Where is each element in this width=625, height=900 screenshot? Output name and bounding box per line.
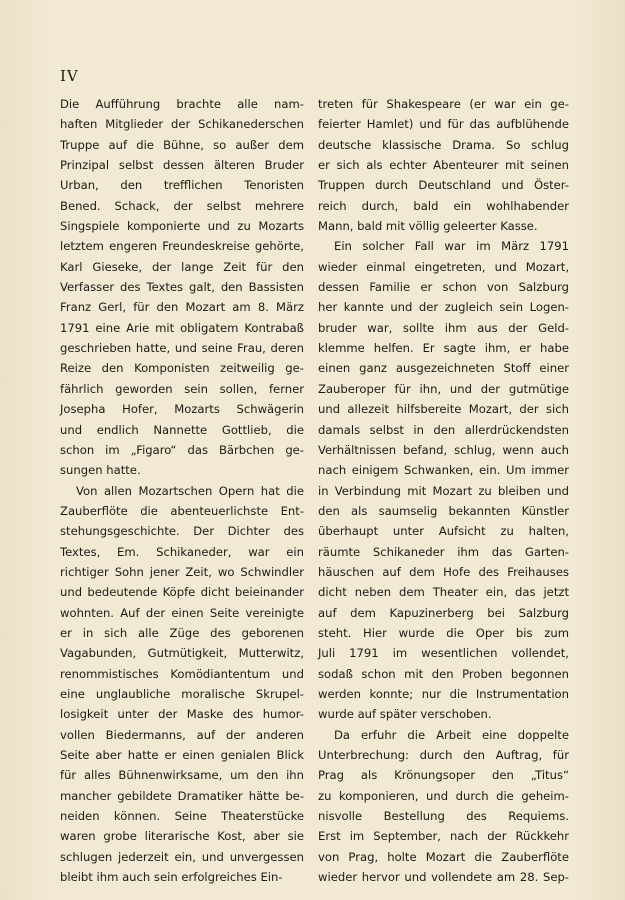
text-line: wohnten. Auf der einen Seite vereinigte <box>60 605 304 620</box>
text-line: Vagabunden, Gutmütigkeit, Mutterwitz, <box>60 646 304 661</box>
text-line: renommistisches Komödiantentum und <box>60 666 304 681</box>
text-line: deutsche klassische Drama. So schlug <box>318 137 569 152</box>
text-line: schon im „Figaro“ das Bärbchen ge- <box>60 442 304 457</box>
text-line: dessen Familie er schon von Salzburg <box>318 280 569 295</box>
text-line: räumte Schikaneder ihm das Garten- <box>318 544 569 559</box>
text-line: feierter Hamlet) und für das aufblühende <box>318 117 569 132</box>
text-line: fährlich geworden sein sollen, ferner <box>60 381 304 396</box>
text-line: Karl Gieseke, der lange Zeit für den <box>60 259 304 274</box>
text-line: Juli 1791 im wesentlichen vollendet, <box>318 646 569 661</box>
text-line: häuschen auf dem Hofe des Freihauses <box>318 564 569 579</box>
text-line: er in sich alle Züge des geborenen <box>60 625 304 640</box>
text-line: neiden können. Seine Theaterstücke <box>60 809 304 824</box>
text-line: Truppe auf die Bühne, so außer dem <box>60 137 304 152</box>
text-line: in Verbindung mit Mozart zu bleiben und <box>318 483 569 498</box>
text-line: und bedeutende Köpfe dicht beieinander <box>60 585 304 600</box>
text-column-left <box>60 94 304 887</box>
text-line: wieder einmal eingetreten, und Mozart, <box>318 259 569 274</box>
text-column-right <box>318 94 569 887</box>
text-line: letztem engeren Freundeskreise gehörte, <box>60 239 304 254</box>
text-line: Von allen Mozartschen Opern hat die <box>76 483 304 498</box>
text-line: Seite aber hatte er einen genialen Blick <box>60 748 304 762</box>
text-line: bleibt ihm auch sein erfolgreiches Ein- <box>60 870 283 885</box>
text-line: waren grobe literarische Kost, aber sie <box>60 829 304 844</box>
text-line: Singspiele komponierte und zu Mozarts <box>60 219 304 234</box>
text-line: Josepha Hofer, Mozarts Schwägerin <box>60 402 304 417</box>
text-line: stehungsgeschichte. Der Dichter des <box>60 524 304 539</box>
text-line: nisvolle Bestellung des Requiems. <box>318 809 569 824</box>
text-line: Zauberoper für ihn, und der gutmütige <box>318 381 569 396</box>
text-line: damals selbst in den allerdrückendsten <box>318 422 569 437</box>
text-line: haften Mitglieder der Schikanederschen <box>60 117 304 132</box>
text-line: Verfasser des Textes galt, den Bassisten <box>60 280 304 295</box>
text-line: von Prag, holte Mozart die Zauberflöte <box>318 849 569 864</box>
text-line: für alles Bühnenwirksame, um den ihn <box>60 768 304 783</box>
text-line: Prinzipal selbst dessen älteren Bruder <box>60 158 304 173</box>
text-line: Reize den Komponisten zeitweilig ge- <box>60 361 304 376</box>
text-line: Ein solcher Fall war im März 1791 <box>334 239 569 254</box>
text-line: einen ganz ausgezeichneten Stoff einer <box>318 361 569 376</box>
text-line: Textes, Em. Schikaneder, war ein <box>60 544 304 559</box>
text-line: eine unglaubliche moralische Skrupel- <box>60 686 304 701</box>
text-line: geschrieben hatte, und seine Frau, deren <box>60 341 304 356</box>
text-line: Urban, den trefflichen Tenoristen <box>60 178 304 193</box>
text-line: sodaß schon mit den Proben begonnen <box>318 666 569 681</box>
text-line: her kannte und der zugleich sein Logen- <box>318 300 569 315</box>
text-line: Bened. Schack, der selbst mehrere <box>60 198 304 213</box>
text-line: losigkeit unter der Maske des humor- <box>60 707 304 722</box>
text-line: treten für Shakespeare (er war ein ge- <box>318 97 569 111</box>
text-line: wieder hervor und vollendete am 28. Sep- <box>318 870 569 885</box>
text-line: richtiger Sohn jener Zeit, wo Schwindler <box>60 564 304 579</box>
text-line: den als saumselig bekannten Künstler <box>318 503 569 518</box>
text-line: nach einigem Schwanken, ein. Um immer <box>318 463 569 478</box>
text-line: schlugen jederzeit ein, und unvergessen <box>60 849 304 864</box>
text-line: steht. Hier wurde die Oper bis zum <box>318 625 569 640</box>
text-line: mancher gebildete Dramatiker hätte be- <box>60 788 304 803</box>
text-line: auf dem Kapuzinerberg bei Salzburg <box>318 605 569 620</box>
text-line: Da erfuhr die Arbeit eine doppelte <box>334 727 569 742</box>
text-line: Erst im September, nach der Rückkehr <box>318 829 569 844</box>
text-line: sungen hatte. <box>60 463 141 478</box>
text-line: Mann, bald mit völlig geleerter Kasse. <box>318 219 538 234</box>
text-line: Zauberflöte die abenteuerlichste Ent- <box>60 503 304 518</box>
text-line: wurde auf später verschoben. <box>318 707 492 722</box>
text-line: und endlich Nannette Gottlieb, die <box>60 422 304 437</box>
text-line: reich durch, bald ein wohlhabender <box>318 198 569 213</box>
text-line: dicht neben dem Theater ein, das jetzt <box>318 585 569 600</box>
text-line: Truppen durch Deutschland und Öster- <box>318 178 569 193</box>
text-line: Franz Gerl, für den Mozart am 8. März <box>60 300 304 315</box>
text-line: zu komponieren, und durch die geheim- <box>318 788 569 803</box>
text-line: werden konnte; nur die Instrumentation <box>318 686 569 701</box>
text-line: Die Aufführung brachte alle nam- <box>60 97 304 111</box>
text-line: 1791 eine Arie mit obligatem Kontrabaß <box>60 320 304 335</box>
text-line: Unterbrechung: durch den Auftrag, für <box>318 748 569 762</box>
text-line: vollen Biedermanns, auf der anderen <box>60 727 304 742</box>
text-line: er sich als echter Abenteurer mit seinen <box>318 158 569 173</box>
text-line: klemme helfen. Er sagte ihm, er habe <box>318 341 569 356</box>
text-line: überhaupt unter Aufsicht zu halten, <box>318 524 569 539</box>
text-line: Verhältnissen befand, schlug, wenn auch <box>318 442 569 457</box>
text-line: und allezeit hilfsbereite Mozart, der sich <box>318 402 569 417</box>
text-line: bruder war, sollte ihm aus der Geld- <box>318 320 569 335</box>
page-number: IV <box>60 67 79 85</box>
text-line: Prag als Krönungsoper den „Titus“ <box>318 768 569 783</box>
